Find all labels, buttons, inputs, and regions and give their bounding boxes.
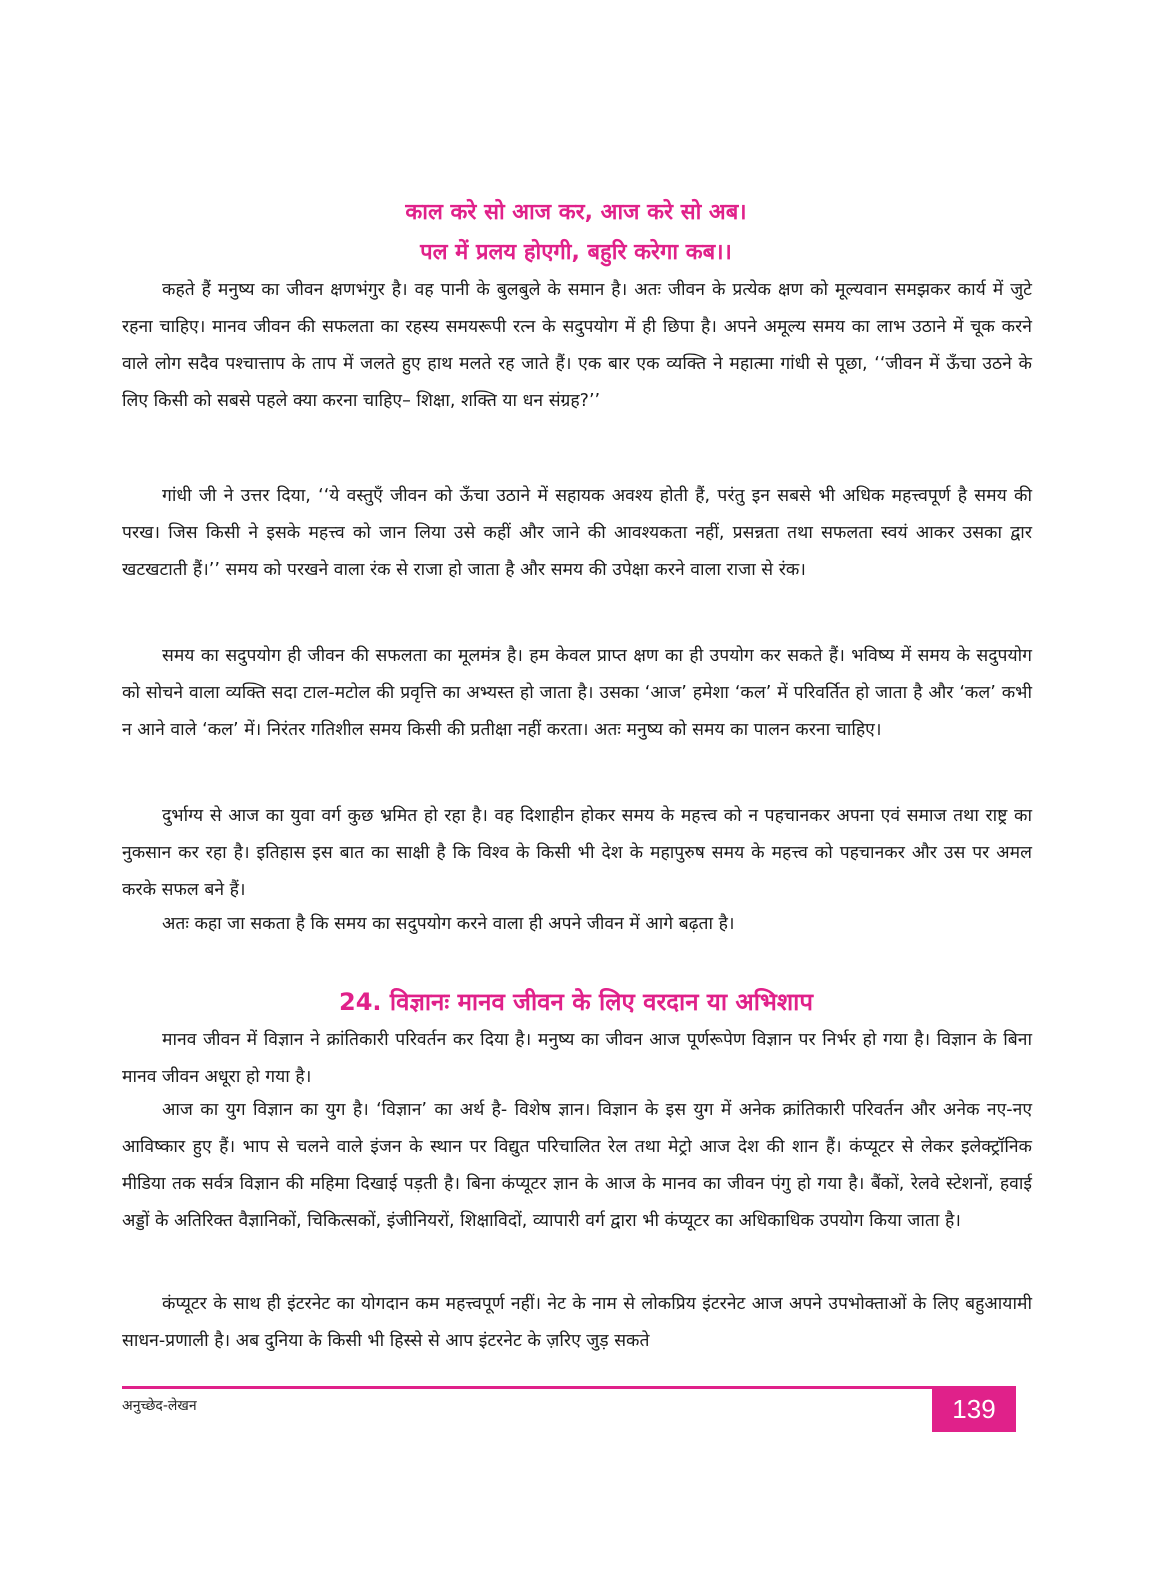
paragraph: मानव जीवन में विज्ञान ने क्रांतिकारी परिवर्तन कर दिया है। मनुष्य का जीवन आज पूर्णरूपेण विज्ञान पर निर्भर हो गया है। विज्ञान के बिना मानव जीवन अधूरा हो गया है। — [122, 1030, 1032, 1087]
paragraph: आज का युग विज्ञान का युग है। ‘विज्ञान’ का अर्थ है- विशेष ज्ञान। विज्ञान के इस युग में अनेक क्रांतिकारी परिवर्तन और अनेक नए-नए आविष्कार हुए हैं। भाप से चलने वाले इंजन के स्थान पर विद्युत परिचालित रेल तथा मेट्रो आज देश की शान हैं। कंप्यूटर से लेकर इलेक्ट्रॉनिक मीडिया तक सर्वत्र विज्ञान की महिमा दिखाई पड़ती है। बिना कंप्यूटर ज्ञान के आज के मानव का जीवन पंगु हो गया है। बैंकों, रेलवे स्टेशनों, हवाई अड्डों के अतिरिक्त वैज्ञानिकों, चिकित्सकों, इंजीनियरों, शिक्षाविदों, व्यापारी वर्ग द्वारा भी कंप्यूटर का अधिकाधिक उपयोग किया जाता है। — [122, 1100, 1032, 1231]
couplet-line-1: काल करे सो आज कर, आज करे सो अब। — [405, 200, 747, 225]
paragraph: कंप्यूटर के साथ ही इंटरनेट का योगदान कम महत्त्वपूर्ण नहीं। नेट के नाम से लोकप्रिय इंटरनेट आज अपने उपभोक्ताओं के लिए बहुआयामी साधन-प्रणाली है। अब दुनिया के किसी भी हिस्से से आप इंटरनेट के ज़रिए जुड़ सकते — [122, 1294, 1032, 1351]
paragraph: अतः कहा जा सकता है कि समय का सदुपयोग करने वाला ही अपने जीवन में आगे बढ़ता है। — [162, 914, 735, 934]
paragraph: दुर्भाग्य से आज का युवा वर्ग कुछ भ्रमित हो रहा है। वह दिशाहीन होकर समय के महत्त्व को न पहचानकर अपना एवं समाज तथा राष्ट्र का नुकसान कर रहा है। इतिहास इस बात का साक्षी है कि विश्व के किसी भी देश के महापुरुष समय के महत्त्व को पहचानकर और उस पर अमल करके सफल बने हैं। — [122, 806, 1032, 900]
footer-chapter-label: अनुच्छेद-लेखन — [122, 1398, 197, 1414]
footer-divider — [122, 1386, 932, 1389]
couplet-line-2: पल में प्रलय होएगी, बहुरि करेगा कब।। — [420, 240, 732, 265]
paragraph: गांधी जी ने उत्तर दिया, ‘‘ये वस्तुएँ जीवन को ऊँचा उठाने में सहायक अवश्य होती हैं, परंतु इन सबसे भी अधिक महत्त्वपूर्ण है समय की परख। जिस किसी ने इसके महत्त्व को जान लिया उसे कहीं और जाने की आवश्यकता नहीं, प्रसन्नता तथा सफलता स्वयं आकर उसका द्वार खटखटाती हैं।’’ समय को परखने वाला रंक से राजा हो जाता है और समय की उपेक्षा करने वाला राजा से रंक। — [122, 486, 1032, 580]
paragraph: समय का सदुपयोग ही जीवन की सफलता का मूलमंत्र है। हम केवल प्राप्त क्षण का ही उपयोग कर सकते हैं। भविष्य में समय के सदुपयोग को सोचने वाला व्यक्ति सदा टाल-मटोल की प्रवृत्ति का अभ्यस्त हो जाता है। उसका ‘आज’ हमेशा ‘कल’ में परिवर्तित हो जाता है और ‘कल’ कभी न आने वाले ‘कल’ में। निरंतर गतिशील समय किसी की प्रतीक्षा नहीं करता। अतः मनुष्य को समय का पालन करना चाहिए। — [122, 646, 1032, 740]
paragraph: कहते हैं मनुष्य का जीवन क्षणभंगुर है। वह पानी के बुलबुले के समान है। अतः जीवन के प्रत्येक क्षण को मूल्यवान समझकर कार्य में जुटे रहना चाहिए। मानव जीवन की सफलता का रहस्य समयरूपी रत्न के सदुपयोग में ही छिपा है। अपने अमूल्य समय का लाभ उठाने में चूक करने वाले लोग सदैव पश्चात्ताप के ताप में जलते हुए हाथ मलते रह जाते हैं। एक बार एक व्यक्ति ने महात्मा गांधी से पूछा, ‘‘जीवन में ऊँचा उठने के लिए किसी को सबसे पहले क्या करना चाहिए– शिक्षा, शक्ति या धन संग्रह?’’ — [122, 280, 1032, 411]
section-heading: 24. विज्ञानः मानव जीवन के लिए वरदान या अभिशाप — [339, 988, 813, 1016]
page-number: 139 — [932, 1386, 1016, 1432]
